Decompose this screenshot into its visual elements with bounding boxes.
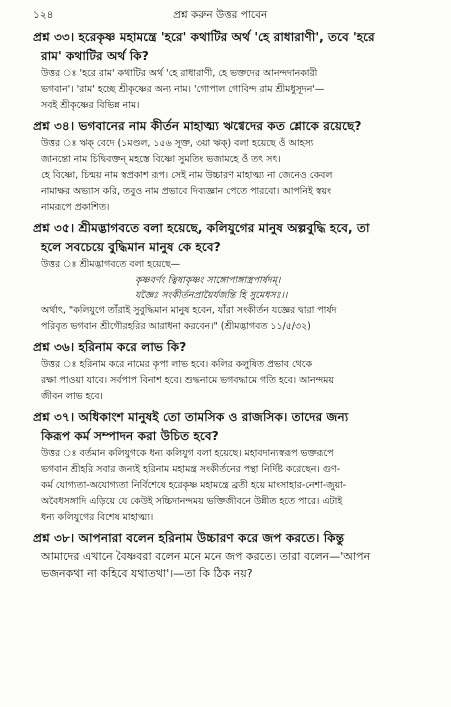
answer-line: ভগবান শ্রীহরি সবার জন্যই হরিনাম মহামন্ত্র সংকীর্তনের পন্থা নির্দিষ্ট করেছেন। গুণ- xyxy=(41,464,341,475)
page-header xyxy=(33,8,415,28)
answer-line: উত্তর ঃ ঋক্ বেদে (১মণ্ডল, ১৫৬ সূক্ত, ৩য়া ঋক্) বলা হয়েছে ওঁ আহস্য xyxy=(41,138,314,149)
answer-line: উত্তর ঃ শ্রীমদ্ভাগবতে বলা হয়েছে— xyxy=(41,259,181,270)
answer-line: জানন্তো নাম চিদ্বিবক্তন্ মহস্তে বিষ্ণো সুমতিং ভজামহে ওঁ তৎ সৎ। xyxy=(41,154,281,165)
question-36 xyxy=(33,338,415,357)
answer-line: রক্ষা পাওয়া যাবে। সর্বপাপ বিনাশ হবে। শুদ্ধনামে ভগবদ্ধামে গতি হবে। আনন্দময় xyxy=(41,375,334,386)
answer-line: কর্ম যোগ্যতা-অযোগ্যতা নির্বিশেষে হরেকৃষ্ণ মহামন্ত্রে ব্রতী হয়ে মাংসাহার-নেশা-জুয়া- xyxy=(41,480,347,491)
question-line: কিরূপ কর্ম সম্পাদন করা উচিত হবে? xyxy=(41,429,219,443)
answer-line: উত্তর ঃ 'হরে রাম' কথাটির অর্থ 'হে রাধারাণী, হে ভক্তদের আনন্দদানকারী xyxy=(41,68,318,79)
question-line: আমাদের এখানে বৈষ্ণবরা বলেন মনে মনে জপ করতে। তারা বলেন—'আপন xyxy=(41,550,371,563)
question-38 xyxy=(33,529,415,582)
question-line: প্রশ্ন ৩৪। ভগবানের নাম কীর্তন মাহাত্ম্য ঋগ্বেদের কত শ্লোকে রয়েছে? xyxy=(33,119,362,133)
sanskrit-verse-line: যজ্ঞৈঃ সংকীর্তনপ্রায়ৈর্যজন্তি হি সুমেধসঃ।। xyxy=(135,290,288,301)
question-line: প্রশ্ন ৩৫। শ্রীমদ্ভাগবতে বলা হয়েছে, কলিযুগের মানুষ অল্পবুদ্ধি হবে, তা xyxy=(33,221,370,235)
answer-line: সবই শ্রীকৃষ্ণের বিভিন্ন নাম। xyxy=(41,100,140,111)
answer-line: জীবন লাভ হবে। xyxy=(41,391,103,402)
answer-line: নামরূপে প্রকাশিত। xyxy=(41,202,110,213)
question-line: প্রশ্ন ৩৭। অধিকাংশ মানুষই তো তামসিক ও রাজসিক। তাদের জন্য xyxy=(33,410,349,424)
answer-line: অর্থাৎ, "কলিযুগে তাঁরাই সুবুদ্ধিমান মানুষ হবেন, যাঁরা সংকীর্তন যজ্ঞের দ্বারা পার্ষদ xyxy=(41,305,337,316)
answer-line: হে বিষ্ণো, চিন্ময় নাম স্বপ্রকাশ রূপ। সেই নাম উচ্চারণ মাহাত্ম্য না জেনেও কেবল xyxy=(41,170,333,181)
answer-36 xyxy=(33,357,415,405)
question-line: হলে সবচেয়ে বুদ্ধিমান মানুষ কে হবে? xyxy=(41,240,221,254)
answer-37 xyxy=(33,446,415,526)
answer-line: ভগবান'। 'রাম' হচ্ছে শ্রীকৃষ্ণের অন্য নাম। 'গোপাল গোবিন্দ রাম শ্রীমধুসূদন'— xyxy=(41,84,325,95)
answer-line: উত্তর ঃ বর্তমান কলিযুগকে ধন্য কলিযুগ বলা হয়েছে। মহাবদান্যস্বরূপ ভক্তরূপে xyxy=(41,448,334,459)
question-line: প্রশ্ন ৩৩। হরেকৃষ্ণ মহামন্ত্রে 'হরে' কথাটির অর্থ 'হে রাধারাণী', তবে 'হরে xyxy=(33,30,375,44)
question-34 xyxy=(33,117,415,136)
answer-line: নামাক্ষর অভ্যাস করি, তবুও নাম প্রভাবে দিব্যজ্ঞান পেতে পারবো। আপনিই স্বয়ং xyxy=(41,186,332,197)
answer-line: উত্তর ঃ হরিনাম করে নামের কৃপা লাভ হবে। কলির কলুষিত প্রভাব থেকে xyxy=(41,359,313,370)
answer-line: পরিবৃত ভগবান শ্রীগৌরহরির আরাধনা করবেন।" (শ্রীমদ্ভাগবত ১১/৫/৩২) xyxy=(41,321,311,332)
question-line: রাম' কথাটির অর্থ কি? xyxy=(41,49,149,63)
question-line: প্রশ্ন ৩৬। হরিনাম করে লাভ কি? xyxy=(33,340,187,354)
question-35 xyxy=(33,219,415,257)
answer-34 xyxy=(33,136,415,216)
sanskrit-verse-line: কৃষ্ণবর্ণং ত্বিষাকৃষ্ণং সাঙ্গোপাঙ্গাস্ত্রপার্ষদম্। xyxy=(135,275,281,286)
question-line: প্রশ্ন ৩৮। আপনারা বলেন হরিনাম উচ্চারণ করে জপ করতে। কিন্তু xyxy=(33,531,345,545)
page-number: ১২৪ xyxy=(33,9,54,21)
question-37 xyxy=(33,408,415,446)
running-title: প্রশ্ন করুন উত্তর পাবেন xyxy=(173,9,268,21)
answer-33 xyxy=(33,66,415,114)
answer-line: ধন্য কলিযুগের বিশেষ মাহাত্ম্য। xyxy=(41,512,154,523)
question-line: ভজনকথা না কহিবে যথাতথা'।—তা কি ঠিক নয়? xyxy=(41,567,253,580)
answer-line: অবৈধসঙ্গাদি এড়িয়ে যে কেউই সচ্চিদানন্দময় ভক্তিজীবনে উন্নীত হতে পারে। এটাই xyxy=(41,496,343,507)
question-33 xyxy=(33,28,415,66)
answer-35 xyxy=(33,257,415,335)
